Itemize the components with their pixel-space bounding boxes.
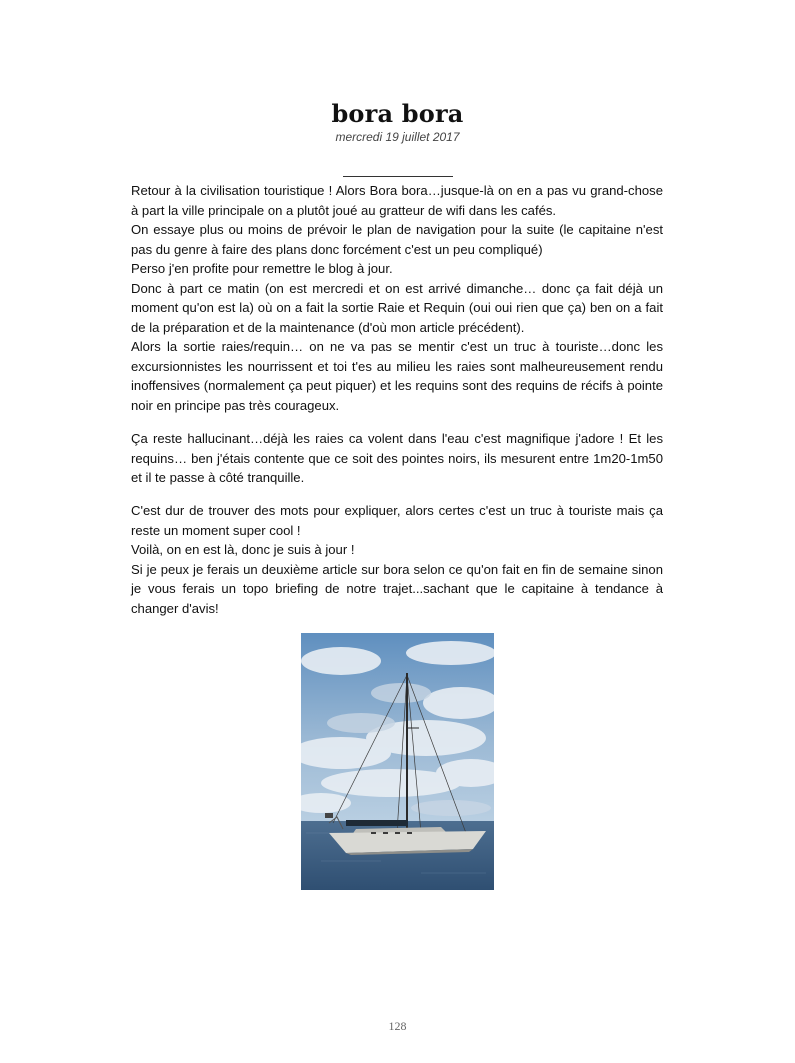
paragraph: Donc à part ce matin (on est mercredi et on est arrivé dimanche… donc ça fait déjà un moment qu'on est la) où on a fait la sortie Raie et Requin (oui oui rien que ça) ben on a fait de la préparation et de la maintenance (d'où mon article précédent). [131,280,663,335]
paragraph: Ça reste hallucinant…déjà les raies ca volent dans l'eau c'est magnifique j'adore ! Et les requins… ben j'étais contente que ce soit des pointes noirs, ils mesurent entre 1m20-1m50 et il te passe à côté tranquille. [131,431,663,485]
sailboat-photo [301,633,494,890]
article-body-block-3 [131,501,663,618]
paragraph: Voilà, on en est là, donc je suis à jour ! [131,542,355,557]
article-title: bora bora [331,99,464,128]
paragraph: C'est dur de trouver des mots pour expliquer, alors certes c'est un truc à touriste mais ça reste un moment super cool ! [131,503,663,538]
title-divider [343,176,453,177]
paragraph: Alors la sortie raies/requin… on ne va pas se mentir c'est un truc à touriste…donc les excursionnistes les nourrissent et toi t'es au milieu les raies sont malheureusement rendu inoffensives (normalement ça peut piquer) et les requins sont des requins de récifs à pointe noir en principe pas très courageux. [131,339,663,413]
paragraph: Perso j'en profite pour remettre le blog à jour. [131,261,393,276]
article-body-block-1 [131,181,663,415]
paragraph: On essaye plus ou moins de prévoir le plan de navigation pour la suite (le capitaine n'est pas du genre à faire des plans donc forcément c'est un peu compliqué) [131,222,663,257]
article-body-block-2 [131,429,663,488]
page-number: 128 [388,1019,407,1033]
paragraph: Si je peux je ferais un deuxième article sur bora selon ce qu'on fait en fin de semaine sinon je vous ferais un topo briefing de notre trajet...sachant que le capitaine à tendance à changer d'avis! [131,561,663,616]
paragraph: Retour à la civilisation touristique ! Alors Bora bora…jusque-là on en a pas vu grand-chose à part la ville principale on a plutôt joué au gratteur de wifi dans les cafés. [131,183,663,218]
article-date: mercredi 19 juillet 2017 [335,130,460,144]
